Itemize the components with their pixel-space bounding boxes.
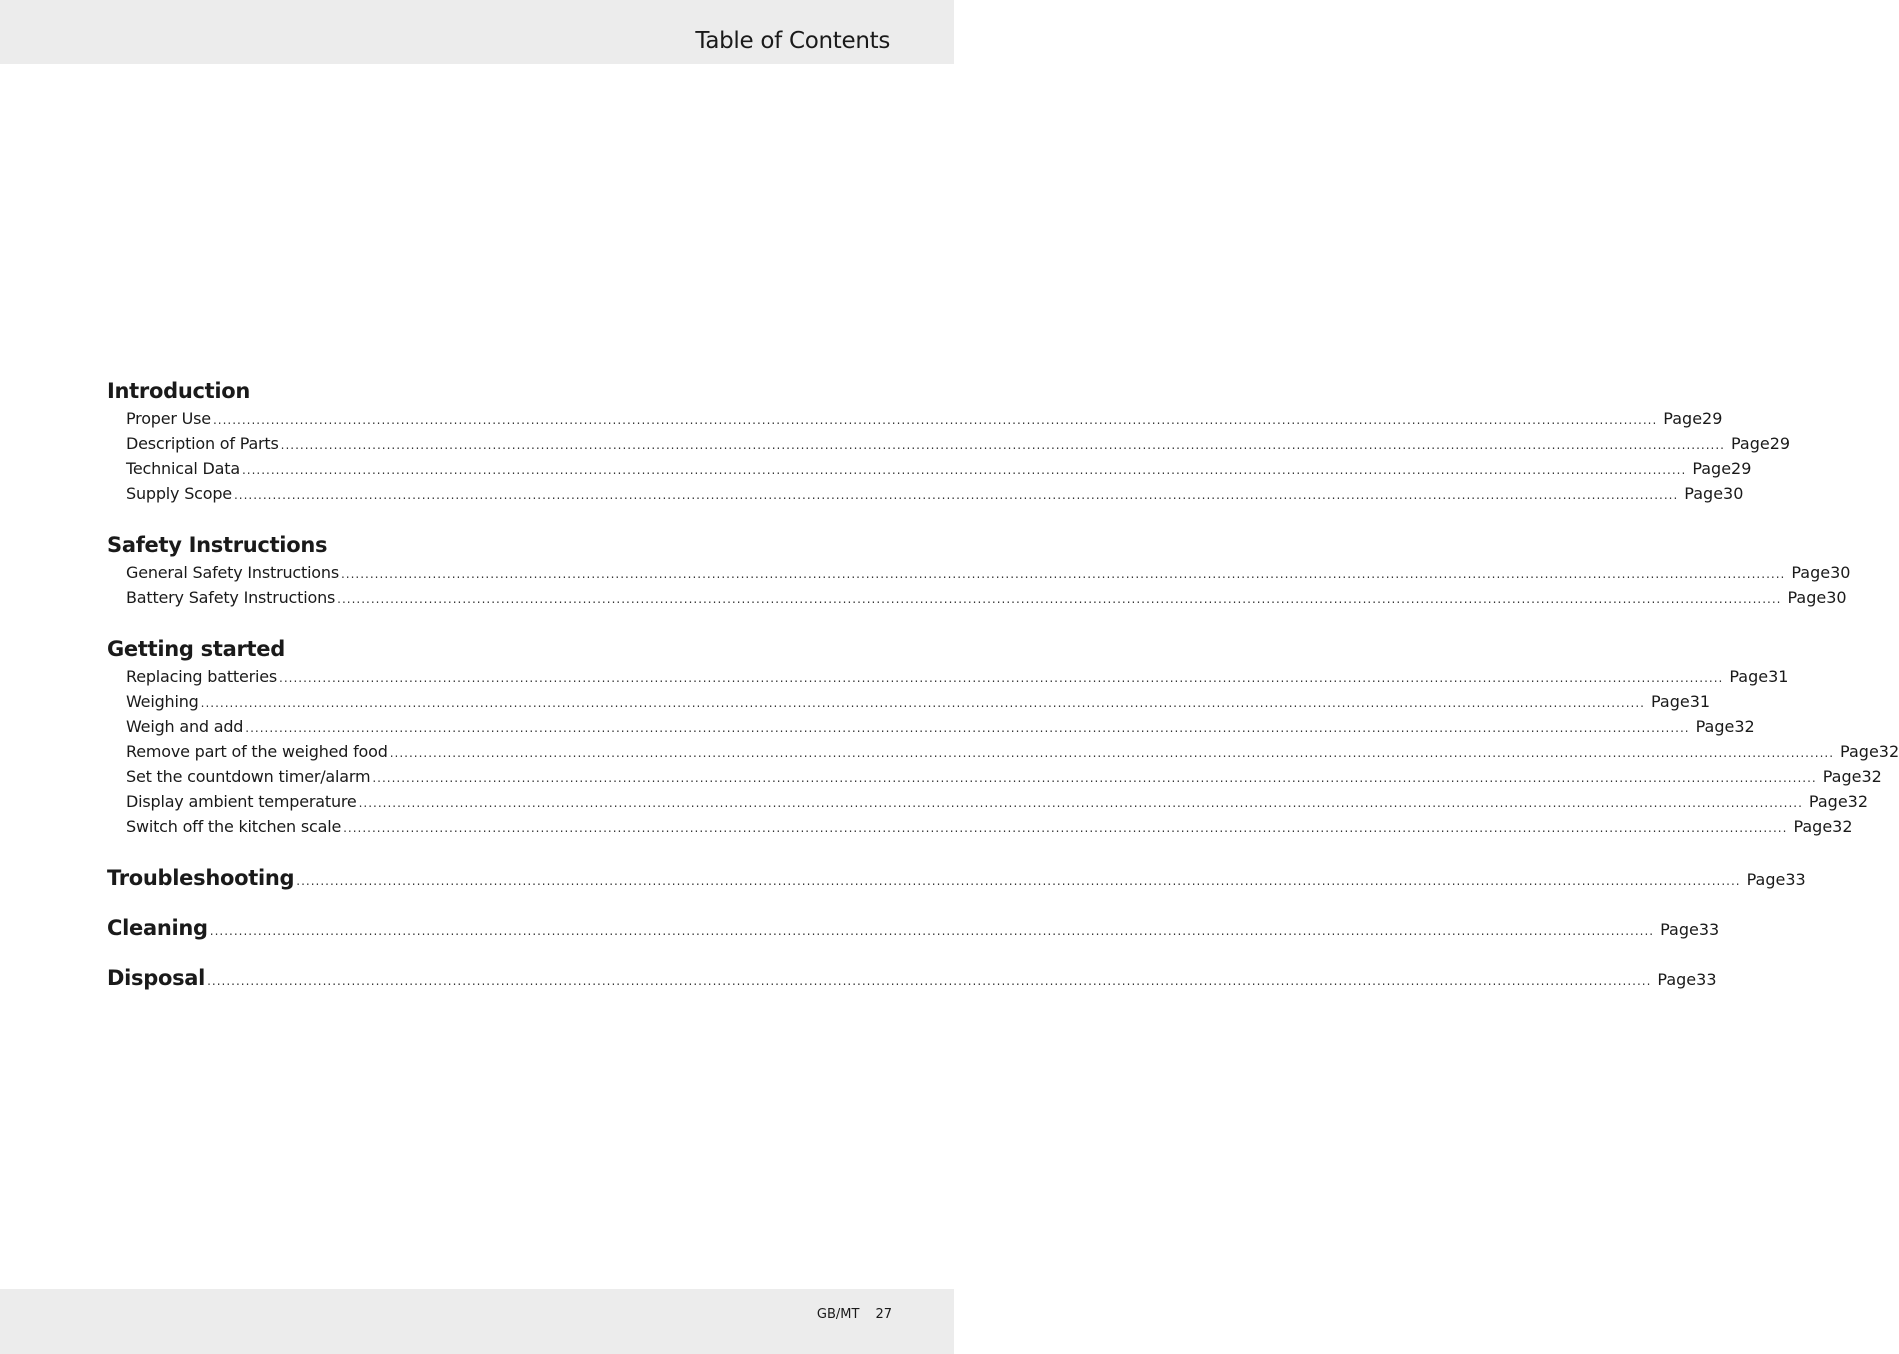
- section-title: Safety Instructions: [107, 533, 328, 557]
- page-word: Page: [1684, 484, 1724, 503]
- page-number: 29: [1769, 434, 1791, 453]
- toc-entry[interactable]: [107, 814, 1853, 839]
- toc-entry[interactable]: [107, 560, 1851, 585]
- page-word: Page: [1695, 717, 1735, 736]
- toc-entry[interactable]: [107, 431, 1791, 456]
- page-word: Page: [1840, 742, 1879, 761]
- page-number: 30: [1826, 588, 1847, 607]
- entry-label: Replacing batteries: [126, 667, 278, 686]
- page-number: 32: [1832, 817, 1853, 836]
- page-word: Page: [1729, 667, 1769, 686]
- entry-label: Remove part of the weighed food: [126, 742, 388, 761]
- toc-entry[interactable]: [107, 739, 1899, 764]
- page-number: 30: [1830, 563, 1851, 582]
- leader-dots: ............................................................................................................................................................................................................................................................................................................: [233, 488, 1679, 502]
- page-word: Page: [1657, 970, 1697, 989]
- leader-dots: ............................................................................................................................................................................................................................................................................................................: [212, 413, 1658, 427]
- leader-dots: ............................................................................................................................................................................................................................................................................................................: [209, 924, 1655, 938]
- leader-dots: ............................................................................................................................................................................................................................................................................................................: [372, 771, 1817, 785]
- section-title: Getting started: [107, 637, 285, 661]
- page-word: Page: [1660, 920, 1699, 939]
- page-word: Page: [1692, 459, 1732, 478]
- page-number: 30: [1723, 484, 1744, 503]
- toc-entry[interactable]: [107, 664, 1789, 689]
- toc-entry[interactable]: [107, 456, 1752, 481]
- leader-dots: ............................................................................................................................................................................................................................................................................................................: [389, 746, 1835, 760]
- leader-dots: ............................................................................................................................................................................................................................................................................................................: [296, 874, 1741, 888]
- entry-label: Battery Safety Instructions: [126, 588, 336, 607]
- entry-label: Technical Data: [126, 459, 240, 478]
- page-number: 29: [1731, 459, 1752, 478]
- page-number: 33: [1696, 970, 1717, 989]
- page-number: 32: [1861, 767, 1882, 786]
- page-title: Table of Contents: [695, 28, 890, 54]
- section-title: Introduction: [107, 379, 251, 403]
- toc-entry[interactable]: [107, 585, 1847, 610]
- footer: [817, 1307, 892, 1322]
- leader-dots: ............................................................................................................................................................................................................................................................................................................: [200, 696, 1645, 710]
- toc-section-safety-instructions: [107, 530, 1851, 610]
- major-entry-label: Troubleshooting: [107, 866, 295, 890]
- leader-dots: ............................................................................................................................................................................................................................................................................................................: [280, 438, 1725, 452]
- entry-label: Weighing: [126, 692, 199, 711]
- toc-major-disposal[interactable]: [107, 963, 1717, 993]
- page-word: Page: [1663, 409, 1703, 428]
- toc-major-cleaning[interactable]: [107, 913, 1720, 943]
- major-entry-label: Cleaning: [107, 916, 208, 940]
- toc-entry[interactable]: [107, 481, 1744, 506]
- entry-label: Description of Parts: [126, 434, 279, 453]
- entry-label: Switch off the kitchen scale: [126, 817, 342, 836]
- page-number: 32: [1847, 792, 1869, 811]
- leader-dots: ............................................................................................................................................................................................................................................................................................................: [337, 592, 1782, 606]
- footer-page-number: 27: [875, 1307, 892, 1322]
- page-word: Page: [1791, 563, 1831, 582]
- leader-dots: ............................................................................................................................................................................................................................................................................................................: [358, 796, 1803, 810]
- major-entry-label: Disposal: [107, 966, 206, 990]
- page-word: Page: [1808, 792, 1848, 811]
- page-word: Page: [1731, 434, 1770, 453]
- toc-section-introduction: [107, 376, 1791, 506]
- page-word: Page: [1746, 870, 1786, 889]
- leader-dots: ............................................................................................................................................................................................................................................................................................................: [245, 721, 1690, 735]
- toc-entry[interactable]: [107, 714, 1755, 739]
- page-number: 32: [1734, 717, 1755, 736]
- toc-entry[interactable]: [107, 406, 1723, 431]
- toc-entry[interactable]: [107, 689, 1711, 714]
- entry-label: Supply Scope: [126, 484, 232, 503]
- entry-label: Proper Use: [126, 409, 211, 428]
- toc-section-getting-started: [107, 634, 1899, 839]
- entry-label: Weigh and add: [126, 717, 244, 736]
- page-word: Page: [1822, 767, 1862, 786]
- entry-label: Set the countdown timer/alarm: [126, 767, 371, 786]
- leader-dots: ............................................................................................................................................................................................................................................................................................................: [207, 974, 1652, 988]
- footer-region: GB/MT: [816, 1307, 860, 1322]
- leader-dots: ............................................................................................................................................................................................................................................................................................................: [340, 567, 1786, 581]
- page-number: 33: [1698, 920, 1720, 939]
- page-number: 33: [1785, 870, 1806, 889]
- leader-dots: ............................................................................................................................................................................................................................................................................................................: [279, 671, 1724, 685]
- page-number: 31: [1689, 692, 1711, 711]
- page-word: Page: [1787, 588, 1827, 607]
- page-number: 32: [1878, 742, 1899, 761]
- toc-entry[interactable]: [107, 764, 1882, 789]
- page-word: Page: [1650, 692, 1690, 711]
- footer-band: [0, 1289, 954, 1354]
- entry-label: Display ambient temperature: [126, 792, 357, 811]
- table-of-contents: [107, 376, 1899, 1013]
- leader-dots: ............................................................................................................................................................................................................................................................................................................: [241, 463, 1687, 477]
- leader-dots: ............................................................................................................................................................................................................................................................................................................: [343, 821, 1788, 835]
- toc-major-troubleshooting[interactable]: [107, 863, 1806, 893]
- toc-entry[interactable]: [107, 789, 1869, 814]
- page-number: 31: [1768, 667, 1789, 686]
- page-word: Page: [1793, 817, 1833, 836]
- page-number: 29: [1702, 409, 1723, 428]
- entry-label: General Safety Instructions: [126, 563, 339, 582]
